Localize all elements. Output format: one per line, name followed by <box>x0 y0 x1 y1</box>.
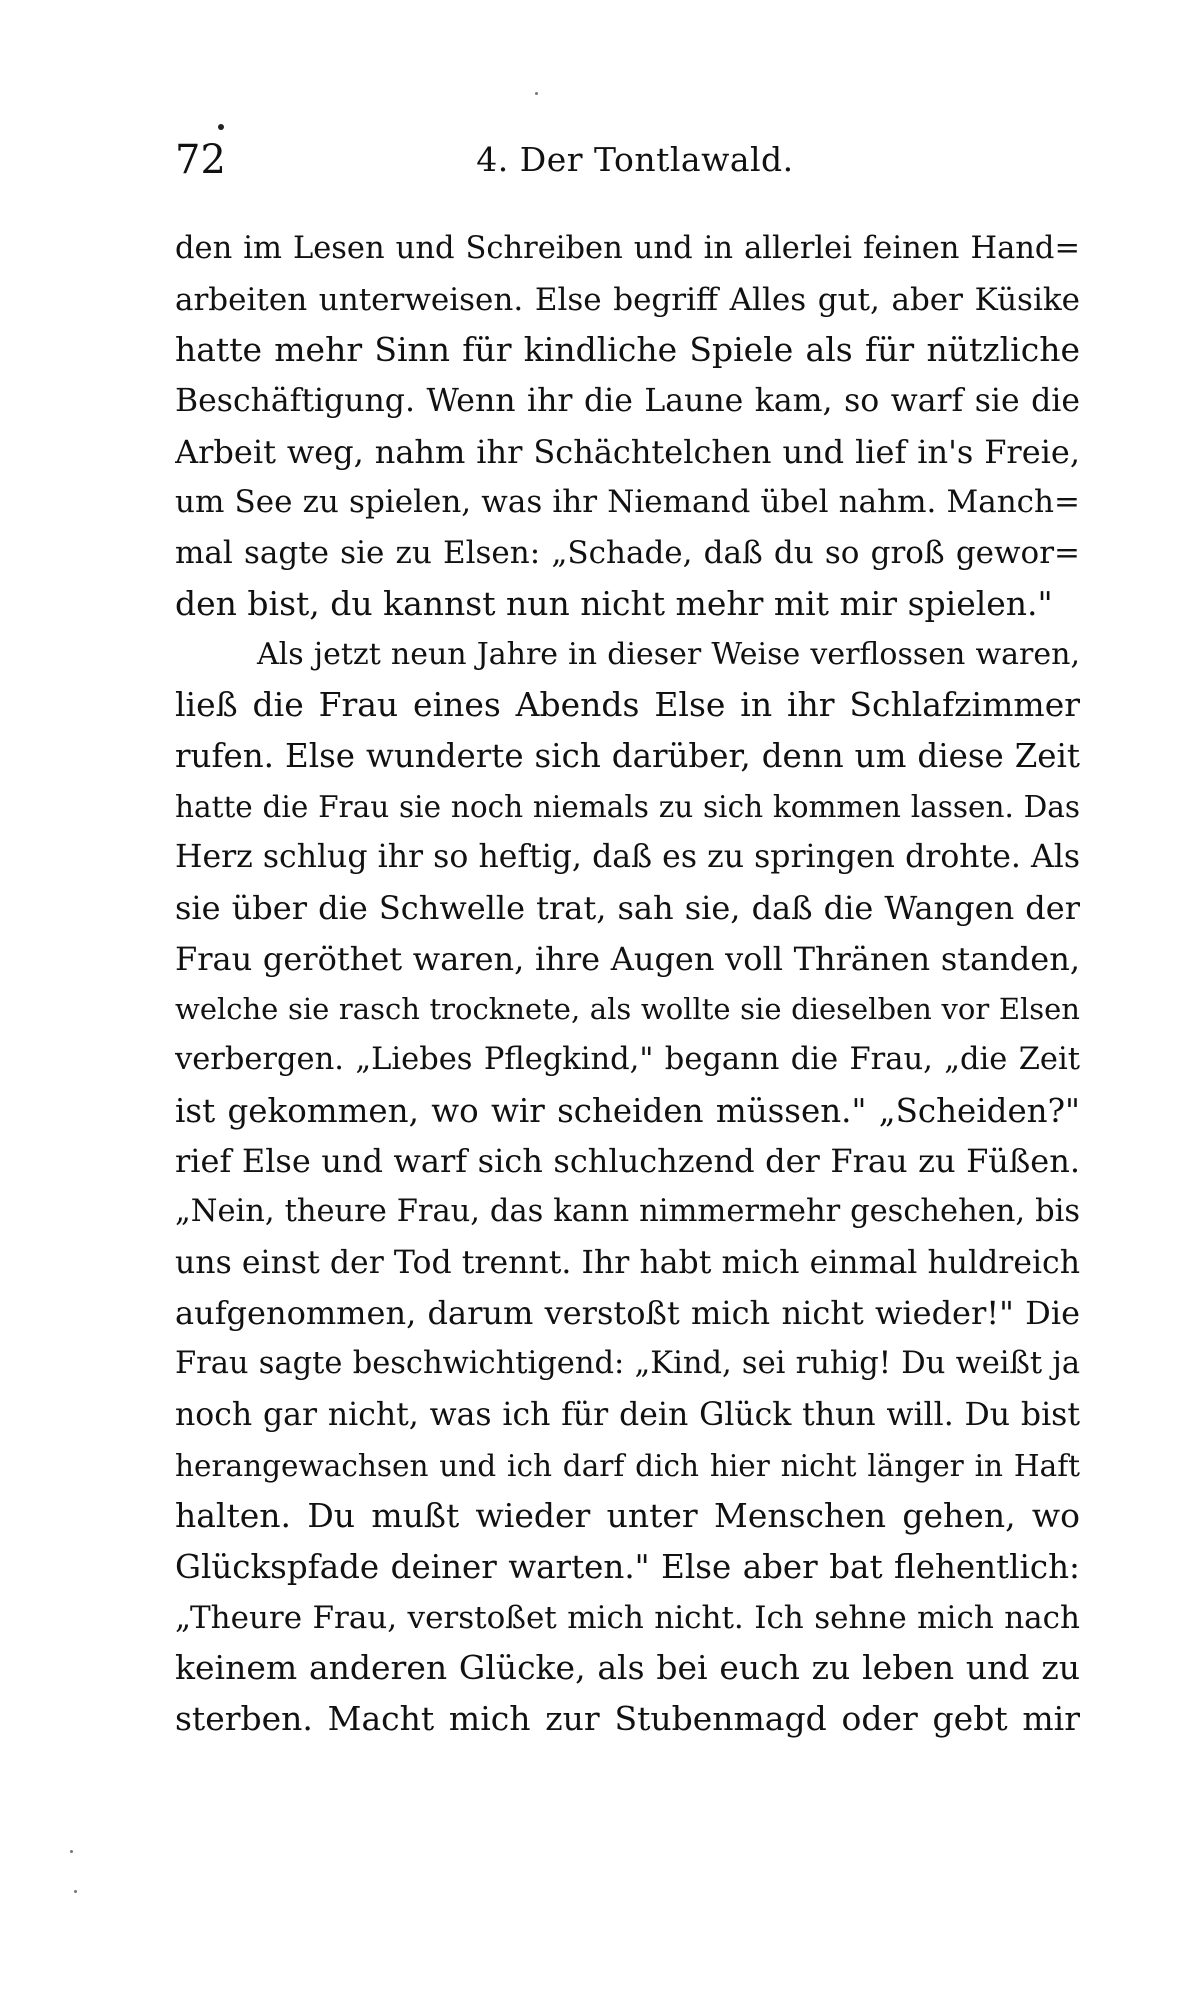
text-line: ist gekommen, wo wir scheiden müssen." „Scheiden?" <box>175 1091 1080 1130</box>
text-line: rief Else und warf sich schluchzend der Frau zu Füßen. <box>175 1142 1080 1181</box>
body-text <box>175 224 1080 1745</box>
text-line: hatte die Frau sie noch niemals zu sich kommen lassen. Das <box>175 789 1080 824</box>
ink-speck <box>535 92 538 95</box>
text-line: Herz schlug ihr so heftig, daß es zu springen drohte. Als <box>175 839 1080 876</box>
text-line: ließ die Frau eines Abends Else in ihr Schlafzimmer <box>175 685 1080 725</box>
page-number: 72 <box>175 137 226 183</box>
text-line: um See zu spielen, was ihr Niemand übel nahm. Manch= <box>175 484 1080 521</box>
paragraph-start-line: Als jetzt neun Jahre in dieser Weise verflossen waren, <box>257 636 1080 672</box>
text-line: Frau geröthet waren, ihre Augen voll Thränen standen, <box>175 939 1080 978</box>
text-line: arbeiten unterweisen. Else begriff Alles gut, aber Küsike <box>175 281 1080 318</box>
ink-speck <box>74 1890 77 1893</box>
text-line: „Nein, theure Frau, das kann nimmermehr geschehen, bis <box>175 1194 1080 1230</box>
text-line: „Theure Frau, verstoßet mich nicht. Ich sehne mich nach <box>175 1599 1080 1636</box>
text-line: uns einst der Tod trennt. Ihr habt mich einmal huldreich <box>175 1244 1080 1281</box>
text-line: keinem anderen Glücke, als bei euch zu leben und zu <box>175 1648 1080 1688</box>
text-line: halten. Du mußt wieder unter Menschen gehen, wo <box>175 1496 1080 1536</box>
text-line: herangewachsen und ich darf dich hier nicht länger in Haft <box>175 1448 1080 1483</box>
text-line: mal sagte sie zu Elsen: „Schade, daß du so groß gewor= <box>175 535 1080 572</box>
text-line: Glückspfade deiner warten." Else aber bat flehentlich: <box>175 1547 1080 1586</box>
page-header <box>175 130 1095 190</box>
text-line: verbergen. „Liebes Pflegkind," begann die Frau, „die Zeit <box>175 1042 1080 1077</box>
ink-speck <box>70 1850 73 1853</box>
text-line: noch gar nicht, was ich für dein Glück thun will. Du bist <box>175 1396 1080 1433</box>
text-line: Arbeit weg, nahm ihr Schächtelchen und lief in's Freie, <box>175 432 1080 471</box>
text-line: sie über die Schwelle trat, sah sie, daß die Wangen der <box>175 888 1080 927</box>
text-line: welche sie rasch trocknete, als wollte sie dieselben vor Elsen <box>175 992 1080 1027</box>
text-line: Beschäftigung. Wenn ihr die Laune kam, so warf sie die <box>175 383 1080 420</box>
text-line: Frau sagte beschwichtigend: „Kind, sei ruhig! Du weißt ja <box>175 1346 1080 1382</box>
running-title: 4. Der Tontlawald. <box>476 140 794 179</box>
text-line: hatte mehr Sinn für kindliche Spiele als für nützliche <box>175 330 1080 370</box>
text-line: den im Lesen und Schreiben und in allerlei feinen Hand= <box>175 231 1080 266</box>
paragraph-end-line: den bist, du kannst nun nicht mehr mit mir spielen." <box>175 583 1053 623</box>
text-line: sterben. Macht mich zur Stubenmagd oder gebt mir <box>175 1698 1080 1738</box>
text-line: rufen. Else wunderte sich darüber, denn um diese Zeit <box>175 736 1080 775</box>
text-line: aufgenommen, darum verstoßt mich nicht wieder!" Die <box>175 1294 1080 1333</box>
ink-speck <box>218 124 224 130</box>
